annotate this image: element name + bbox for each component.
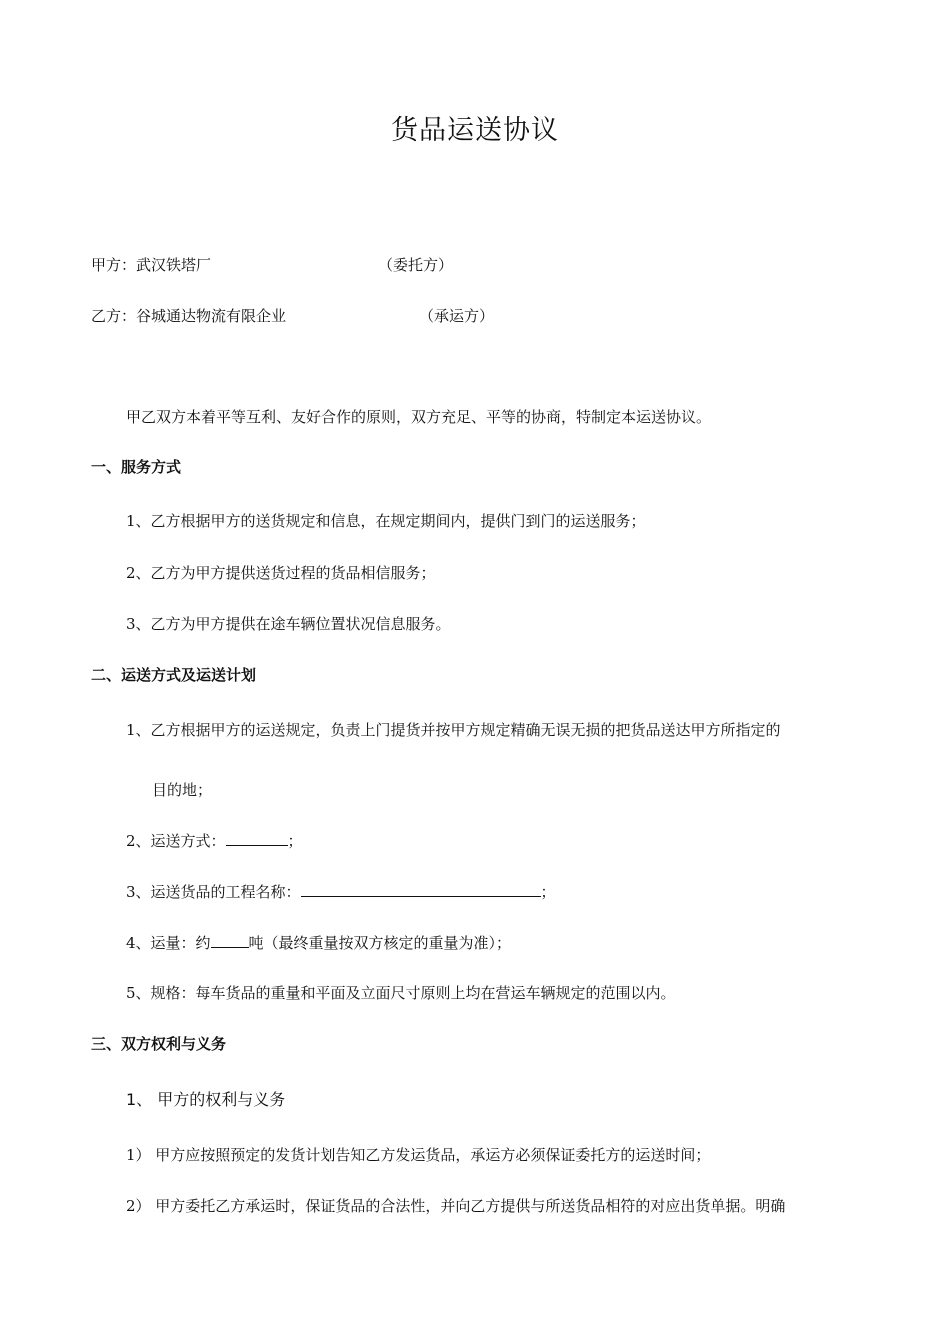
transport-mode-label: 2、运送方式： [126,832,226,850]
section-3-item-1: 1） 甲方应按照预定的发货计划告知乙方发运货品，承运方必须保证委托方的运送时间； [126,1146,711,1164]
party-b-label: 乙方：谷城通达物流有限企业 [91,307,287,325]
volume-suffix: 吨（最终重量按双方核定的重量为准）； [248,934,512,952]
party-b-role: （承运方） [419,307,495,325]
section-3-heading: 三、双方权利与义务 [91,1035,227,1053]
section-3-item-2: 2） 甲方委托乙方承运时，保证货品的合法性，并向乙方提供与所送货品相符的对应出货单据。明确 [126,1197,786,1215]
section-1-item-2: 2、乙方为甲方提供送货过程的货品相信服务； [126,564,436,582]
section-1-heading: 一、服务方式 [91,458,182,476]
party-a-label: 甲方：武汉铁塔厂 [91,256,212,274]
section-2-item-1-line-1: 1、乙方根据甲方的运送规定，负责上门提货并按甲方规定精确无误无损的把货品送达甲方所指定的 [126,721,781,739]
project-name-blank [301,880,541,897]
project-name-label: 3、运送货品的工程名称： [126,883,301,901]
intro-paragraph: 甲乙双方本着平等互利、友好合作的原则，双方充足、平等的协商，特制定本运送协议。 [126,408,712,426]
section-2-item-4 [126,931,511,953]
transport-mode-suffix: ； [287,832,303,850]
document-title: 货品运送协议 [391,115,559,146]
section-2-item-1-line-2: 目的地； [152,781,213,799]
volume-blank [211,931,249,948]
volume-label: 4、运量：约 [126,934,211,952]
section-1-item-3: 3、乙方为甲方提供在途车辆位置状况信息服务。 [126,615,451,633]
project-name-suffix: ； [540,883,556,901]
party-a-role: （委托方） [378,256,454,274]
section-1-item-1: 1、乙方根据甲方的送货规定和信息，在规定期间内，提供门到门的运送服务； [126,512,646,530]
section-2-item-2 [126,829,303,851]
section-2-item-5: 5、规格：每车货品的重量和平面及立面尺寸原则上均在营运车辆规定的范围以内。 [126,984,676,1002]
section-2-item-3 [126,880,556,902]
section-2-heading: 二、运送方式及运送计划 [91,666,257,684]
transport-mode-blank [226,829,288,846]
section-3-subheading: 1、 甲方的权利与义务 [126,1090,286,1109]
